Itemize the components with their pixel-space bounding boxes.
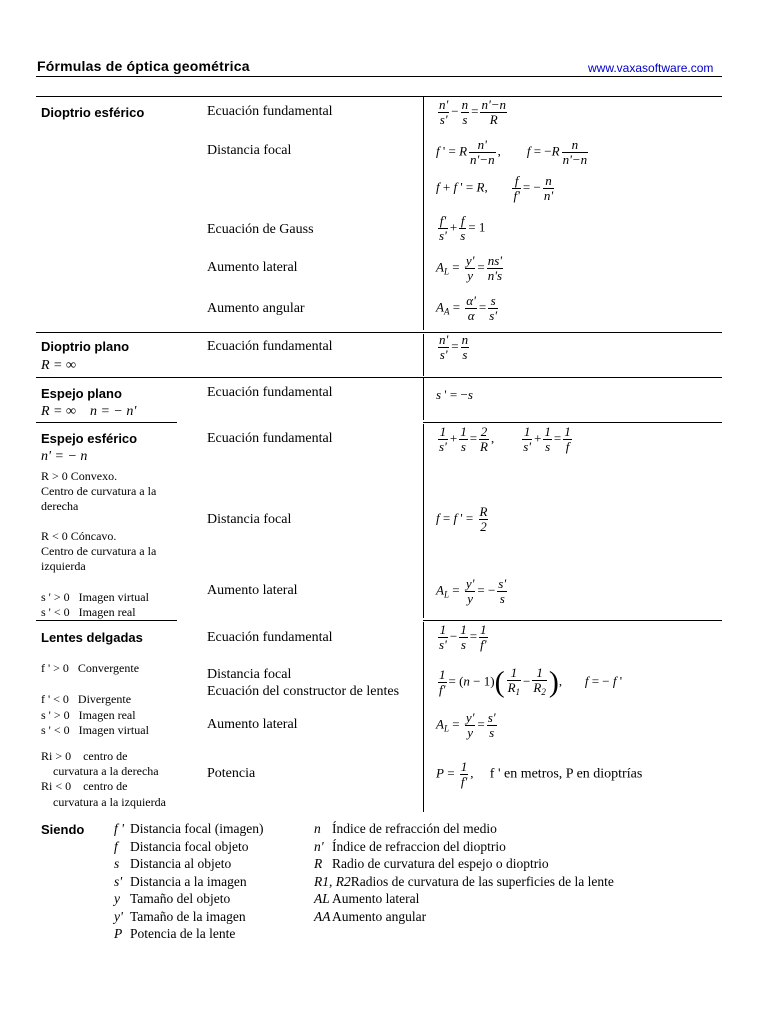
note: R > 0 Convexo. — [41, 469, 118, 483]
glossary-item — [114, 926, 235, 942]
formula-espejo-plano: s ' = −s — [436, 387, 473, 402]
glossary-item — [314, 909, 426, 925]
glossary-description: Distancia al objeto — [130, 856, 232, 871]
note: f ' < 0 Divergente — [41, 692, 132, 706]
formula-distancia-focal: f ' = R $\frac{n'}{n'-n}$ , f = −R $\frac{n}{n'-n}$ — [436, 137, 588, 167]
row-label: Aumento lateral — [207, 260, 298, 275]
section-title-espejo-plano: Espejo plano — [41, 386, 122, 401]
glossary-item — [114, 909, 246, 925]
note: curvatura a la izquierda — [53, 795, 166, 809]
glossary-title: Siendo — [41, 822, 85, 837]
glossary-symbol: R — [314, 856, 323, 871]
row-label: Ecuación fundamental — [207, 104, 333, 119]
glossary-item — [114, 874, 247, 890]
section-rule — [423, 422, 722, 423]
glossary-item — [114, 891, 230, 907]
note: s ' < 0 Imagen real — [41, 605, 136, 619]
website-link[interactable]: www.vaxasoftware.com — [588, 61, 714, 75]
glossary-description: Distancia focal (imagen) — [130, 821, 264, 836]
header-divider — [36, 76, 722, 77]
glossary-symbol: AL — [314, 891, 330, 906]
formula-espejo-aumento: $A_L$ = $\frac{y'}{y}$ = − $\frac{s'}{s}$ — [436, 576, 507, 606]
note: izquierda — [41, 559, 86, 573]
glossary-symbol: n — [314, 821, 321, 836]
glossary-description: Aumento angular — [332, 908, 427, 924]
glossary-description: Índice de refraccion del dioptrio — [332, 838, 506, 854]
glossary-item — [114, 821, 263, 837]
section-title-espejo-esferico: Espejo esférico — [41, 431, 138, 446]
formula-constructor-lentes: $\frac{1}{f'}$ = (n − 1)( $\frac{1}{R_1}$ − $\frac{1}{R_2}$ ), f = − f ' — [439, 665, 623, 699]
row-label: Aumento lateral — [207, 717, 298, 732]
row-label: Distancia focal — [207, 143, 292, 158]
section-condition: R = ∞ n = − n' — [41, 404, 137, 419]
glossary-symbol: f ' — [114, 821, 125, 836]
glossary-item — [314, 821, 497, 837]
glossary-symbol: n' — [314, 838, 324, 854]
glossary-description: Radios de curvatura de las superficies de la lente — [350, 873, 614, 889]
section-rule — [423, 620, 722, 621]
glossary-item — [314, 891, 419, 907]
formula-focal-relation: f + f ' = R, $\frac{f}{f'}$ = − $\frac{n}{n'}$ — [436, 173, 554, 203]
glossary-description: Tamaño de la imagen — [130, 908, 246, 924]
note: R < 0 Cóncavo. — [41, 529, 117, 543]
glossary-symbol: AA — [314, 908, 331, 924]
row-label: Potencia — [207, 766, 256, 781]
glossary-symbol: y — [114, 891, 120, 906]
row-label: Ecuación fundamental — [207, 339, 333, 354]
note: s ' > 0 Imagen virtual — [41, 590, 149, 604]
formula-ecuacion-fundamental: $\frac{n'}{s'}$ − $\frac{n}{s}$ = $\frac{n'-n}{R}$ — [439, 97, 507, 127]
section-top-rule — [36, 96, 722, 97]
formula-aumento-angular: $A_A$ = $\frac{\alpha'}{\alpha}$ = $\frac{s}{s'}$ — [436, 293, 498, 323]
glossary-description: Radio de curvatura del espejo o dioptrio — [332, 856, 549, 871]
formula-aumento-lateral: $A_L$ = $\frac{y'}{y}$ = $\frac{ns'}{n's}$ — [436, 253, 503, 283]
col-divider-4 — [423, 424, 424, 618]
formula-gauss: $\frac{f'}{s'}$ + $\frac{f}{s}$ = 1 — [439, 213, 486, 243]
glossary-symbol: s — [114, 856, 120, 871]
note: s ' > 0 Imagen real — [41, 708, 136, 722]
formula-lente-aumento: $A_L$ = $\frac{y'}{y}$ = $\frac{s'}{s}$ — [436, 710, 496, 740]
row-label: Ecuación del constructor de lentes — [207, 684, 400, 699]
note: s ' < 0 Imagen virtual — [41, 723, 149, 737]
glossary-symbol: f — [114, 838, 118, 854]
glossary-item — [314, 856, 549, 872]
section-rule-left — [36, 620, 177, 621]
glossary-description: Distancia a la imagen — [130, 873, 247, 889]
note: Ri < 0 centro de — [41, 779, 128, 793]
glossary-description: Potencia de la lente — [130, 926, 236, 941]
row-label: Ecuación de Gauss — [207, 222, 314, 237]
glossary-item — [114, 839, 248, 855]
formula-dioptrio-plano: $\frac{n'}{s'}$ = $\frac{n}{s}$ — [439, 332, 469, 362]
row-label: Aumento angular — [207, 301, 305, 316]
note: f ' > 0 Convergente — [41, 661, 140, 675]
row-label: Ecuación fundamental — [207, 431, 333, 446]
section-title-dioptrio-plano: Dioptrio plano — [41, 339, 130, 354]
formula-potencia: P = $\frac{1}{f'}$ , f ' en metros, P en dioptrías — [436, 759, 643, 789]
glossary-symbol: s' — [114, 873, 123, 889]
formula-espejo-focal: f = f ' = $\frac{R}{2}$ — [436, 504, 488, 534]
page-title: Fórmulas de óptica geométrica — [37, 58, 250, 74]
potencia-note: f ' en metros, P en dioptrías — [489, 766, 643, 782]
glossary-description: Aumento lateral — [332, 891, 420, 906]
note: Ri > 0 centro de — [41, 749, 128, 763]
row-label: Distancia focal — [207, 667, 292, 682]
section-condition: n' = − n — [41, 449, 88, 464]
col-divider-5 — [423, 622, 424, 812]
formula-lente-fundamental: $\frac{1}{s'}$ − $\frac{1}{s}$ = $\frac{1}{f'}$ — [439, 622, 487, 652]
glossary-description: Tamaño del objeto — [130, 891, 231, 906]
glossary-symbol: R1, R2 — [314, 873, 351, 889]
section-condition: R = ∞ — [41, 358, 76, 373]
glossary-item — [314, 839, 506, 855]
note: Centro de curvatura a la — [41, 484, 157, 498]
section-rule — [36, 377, 722, 378]
section-title-dioptrio-esferico: Dioptrio esférico — [41, 105, 145, 120]
col-divider-2 — [423, 334, 424, 376]
glossary-item — [114, 856, 231, 872]
row-label: Ecuación fundamental — [207, 385, 333, 400]
row-label: Aumento lateral — [207, 583, 298, 598]
glossary-symbol: P — [114, 926, 123, 941]
note: Centro de curvatura a la — [41, 544, 157, 558]
formula-espejo-fundamental: $\frac{1}{s'}$ + $\frac{1}{s}$ = $\frac{2}{R}$ , $\frac{1}{s'}$ + $\frac{1}{s}$ = $\frac{1}{f}$ — [439, 424, 571, 454]
col-divider-3 — [423, 378, 424, 420]
glossary-description: Índice de refracción del medio — [332, 821, 497, 836]
col-divider-1 — [423, 96, 424, 330]
note: curvatura a la derecha — [53, 764, 159, 778]
glossary-symbol: y' — [114, 908, 123, 924]
note: derecha — [41, 499, 79, 513]
row-label: Ecuación fundamental — [207, 630, 333, 645]
glossary-description: Distancia focal objeto — [130, 838, 249, 854]
section-rule — [36, 332, 722, 333]
glossary-item — [314, 874, 614, 890]
section-title-lentes-delgadas: Lentes delgadas — [41, 630, 143, 645]
row-label: Distancia focal — [207, 512, 292, 527]
section-rule-left — [36, 422, 177, 423]
